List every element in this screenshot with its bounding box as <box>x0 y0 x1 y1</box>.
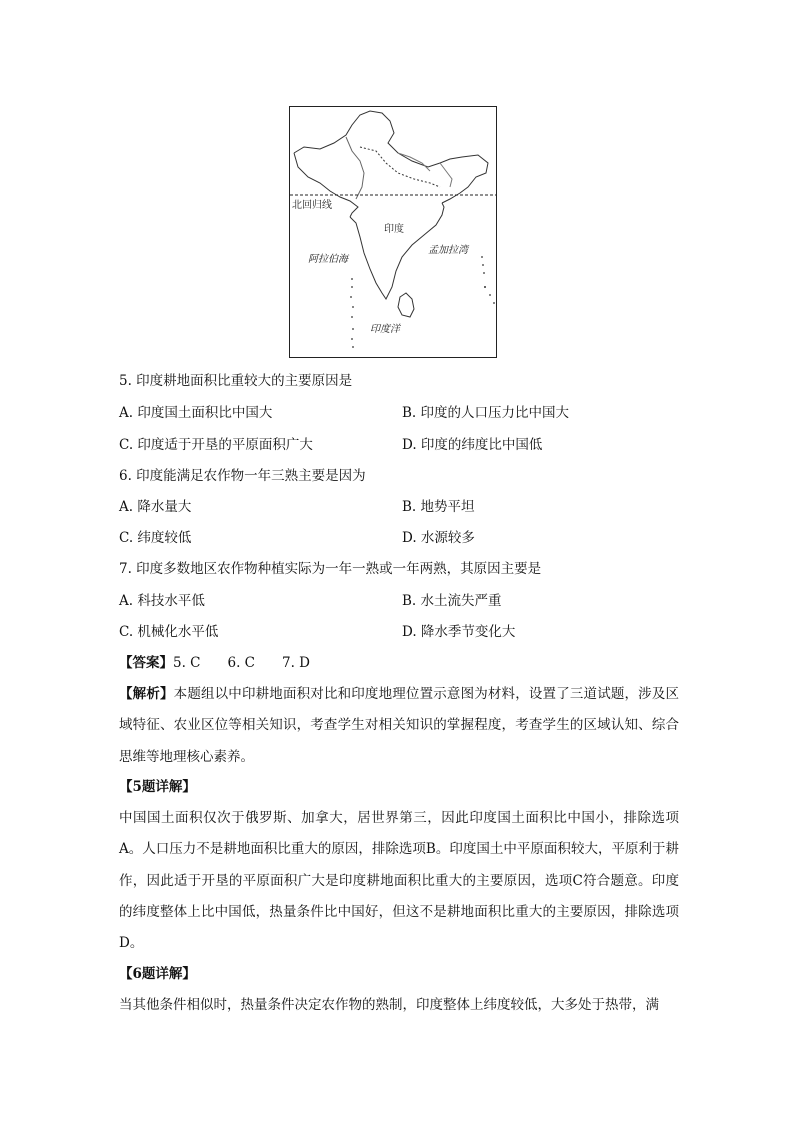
arabian-sea-label: 阿拉伯海 <box>308 254 348 265</box>
question-7-option-b: B. 水土流失严重 <box>402 593 502 609</box>
analysis-paragraph <box>119 679 679 773</box>
analysis-text: 本题组以中印耕地面积对比和印度地理位置示意图为材料，设置了三道试题，涉及区域特征、农业区位等相关知识，考查学生对相关知识的掌握程度，考查学生的区域认知、综合思维等地理核心素养。 <box>119 686 680 765</box>
india-map-figure <box>289 106 497 358</box>
india-label: 印度 <box>384 224 404 235</box>
question-5-stem: 5. 印度耕地面积比重较大的主要原因是 <box>119 373 353 389</box>
detail-5-heading: 【5题详解】 <box>119 779 196 795</box>
question-5-option-d: D. 印度的纬度比中国低 <box>402 437 543 453</box>
detail-5-text: 中国国土面积仅次于俄罗斯、加拿大，居世界第三，因此印度国土面积比中国小，排除选项A。人口压力不是耕地面积比重大的原因，排除选项B。印度国土中平原面积较大，平原利于耕作，因此适于开垦的平原面积广大是印度耕地面积比重大的主要原因，选项C符合题意。印度的纬度整体上比中国低，热量条件比中国好，但这不是耕地面积比重大的主要原因，排除选项D。 <box>119 810 679 952</box>
analysis-label: 【解析】 <box>119 686 174 702</box>
detail-6-heading: 【6题详解】 <box>119 966 196 982</box>
answer-line <box>119 653 310 673</box>
question-7-option-c: C. 机械化水平低 <box>119 624 219 640</box>
question-5-option-c: C. 印度适于开垦的平原面积广大 <box>119 437 313 453</box>
bay-of-bengal-label: 孟加拉湾 <box>428 245 468 256</box>
indian-ocean-label: 印度洋 <box>370 324 400 335</box>
answer-label: 【答案】 <box>119 655 173 671</box>
question-6-option-b: B. 地势平坦 <box>402 499 475 515</box>
question-7-option-d: D. 降水季节变化大 <box>402 624 516 640</box>
question-7-option-a: A. 科技水平低 <box>119 593 205 609</box>
question-6-option-d: D. 水源较多 <box>402 530 475 546</box>
question-6-option-c: C. 纬度较低 <box>119 530 192 546</box>
answer-text: 5. C 6. C 7. D <box>173 655 310 671</box>
question-6-option-a: A. 降水量大 <box>119 499 192 515</box>
detail-6-text: 当其他条件相似时，热量条件决定农作物的熟制，印度整体上纬度较低，大多处于热带，满 <box>119 997 659 1013</box>
question-5-option-a: A. 印度国土面积比中国大 <box>119 405 273 421</box>
question-6-stem: 6. 印度能满足农作物一年三熟主要是因为 <box>119 468 366 484</box>
question-7-stem: 7. 印度多数地区农作物种植实际为一年一熟或一年两熟，其原因主要是 <box>119 561 542 577</box>
tropic-of-cancer-label: 北回归线 <box>292 200 332 211</box>
question-5-option-b: B. 印度的人口压力比中国大 <box>402 405 570 421</box>
